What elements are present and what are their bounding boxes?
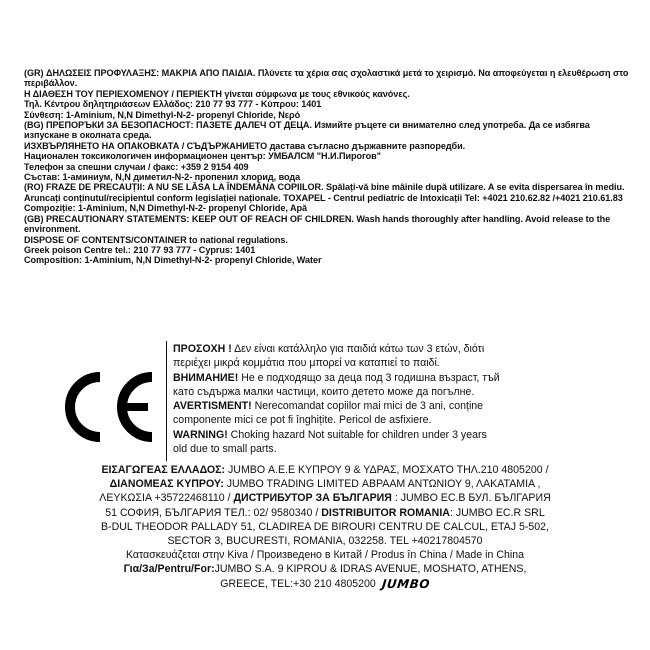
distributor-line: 51 СОФИЯ, БЪЛГАРИЯ ТЕЛ.: 02/ 9580340 / DISTRIBUITOR ROMANIA: JUMBO EC.R SRL bbox=[105, 506, 545, 519]
choking-hazard-warnings bbox=[173, 342, 545, 456]
statement-line: Национален токсикологичен информационен център: УМБАЛСМ "Н.И.Пирогов" bbox=[24, 151, 381, 162]
warning-line: ΠΡΟΣΟΧΗ ! Δεν είναι κατάλληλο για παιδιά κάτω των 3 ετών, διότι bbox=[173, 343, 485, 355]
distributor-line: ΔΙΑΝΟΜΕΑΣ ΚΥΠΡΟΥ: JUMBO TRADING LIMITED ΑΒΡΑΑΜ ΑΝΤΩΝΙΟΥ 9, ΛΑΚΑΤΑΜΙΑ , bbox=[109, 478, 541, 491]
statement-line: (BG) ПРЕПОРЪКИ ЗА БЕЗОПАСНОСТ: ПАЗЕТЕ ДАЛЕЧ ОТ ДЕЦА. Измийте ръцете си внимателно след употреба. Да се избягва изпускане в околната среда. bbox=[24, 120, 590, 141]
statement-line: ИЗХВЪРЛЯНЕТО НА ОПАКОВКАТА / СЪДЪРЖАНИЕТО дастава съгласно държавните разпоредби. bbox=[24, 140, 466, 151]
statement-line: (GB) PRECAUTIONARY STATEMENTS: KEEP OUT OF REACH OF CHILDREN. Wash hands thoroughly after handling. Avoid release to the environment. bbox=[24, 213, 611, 235]
distributor-info bbox=[0, 463, 650, 591]
statement-line: (GR) ΔΗΛΩΣΕΙΣ ΠΡΟΦΥΛΑΞΗΣ: ΜΑΚΡΙΑ ΑΠΟ ΠΑΙΔΙΑ. Πλύνετε τα χέρια σας σχολαστικά μετά το χειρισμό. Να αποφεύγεται η ελευθέρωση στο περιβάλλον. bbox=[24, 68, 629, 89]
statement-line: Η ΔΙΑΘΕΣΗ ΤΟΥ ΠΕΡΙΕΧΟΜΕΝΟΥ / ΠΕΡΙΕΚΤΗ γίνεται σύμφωνα με τους εθνικούς κανόνες. bbox=[24, 88, 410, 99]
warning-divider bbox=[166, 341, 167, 461]
warning-line: AVERTISMENT! Nerecomandat copiilor mai mici de 3 ani, conține bbox=[173, 400, 484, 413]
distributor-line: B-DUL THEODOR PALLADY 51, CLADIREA DE BIROURI CENTRU DE CALCUL, ETAJ 5-502, bbox=[100, 520, 549, 533]
statement-line: Телефон за спешни случаи / факс: +359 2 9154 409 bbox=[24, 161, 249, 172]
warning-line: old due to small parts. bbox=[173, 443, 277, 456]
precautionary-statements bbox=[24, 68, 632, 266]
statement-line: DISPOSE OF CONTENTS/CONTAINER to national regulations. bbox=[24, 234, 288, 245]
statement-line: (RO) FRAZE DE PRECAUȚII: A NU SE LĂSA LA ÎNDEMÂNA COPIILOR. Spălați-vă bine mâinile după utilizare. A se evita dispersarea în mediu. Aruncați conținutul/recipientul conform legislației naționale. TOXAPEL - Centrul pediatric de Intoxicații Tel: +4021 210.62.82 /+4021 210.61.83 bbox=[24, 182, 625, 203]
distributor-line: ΛΕΥΚΩΣΙΑ +35722468110 / ДИСТРИБУТОР ЗА БЪЛГАРИЯ : JUMBO EC.B БУЛ. БЪЛГАРИЯ bbox=[99, 492, 551, 505]
statement-line: Compoziție: 1-Aminium, N,N Dimethyl-N-2- propenyl Chloride, Apă bbox=[24, 203, 307, 214]
warning-line: като съдържа малки частици, които детето може да погълне. bbox=[173, 385, 475, 398]
warning-line: περιέχει μικρά κομμάτια που μπορεί να καταπιεί το παιδί. bbox=[173, 357, 440, 370]
warning-line: componente mici ce pot fi înghițite. Pericol de asfixiere. bbox=[173, 414, 432, 427]
manufacturer-line: Για/За/Pentru/For:JUMBO S.A. 9 KIPROU & IDRAS AVENUE, MOSHATO, ATHENS, bbox=[123, 563, 527, 576]
distributor-line: SECTOR 3, BUCURESTI, ROMANIA, 032258. TEL +40217804570 bbox=[167, 535, 483, 548]
ce-mark-logo bbox=[56, 372, 158, 442]
statement-line: Състав: 1-аминиум, N,N диметил-N-2- пропенил хлорид, вода bbox=[24, 172, 301, 183]
manufacturer-line: GREECE, TEL:+30 210 4805200 JUMBO bbox=[220, 576, 431, 591]
statement-line: Τηλ. Κέντρου δηλητηριάσεων Ελλάδος: 210 77 93 777 - Κύπρου: 1401 bbox=[24, 99, 322, 110]
distributor-line: ΕΙΣΑΓΩΓΕΑΣ ΕΛΛΑΔΟΣ: JUMBO Α.Ε.Ε ΚΥΠΡΟΥ 9 & ΥΔΡΑΣ, ΜΟΣΧΑΤΟ ΤΗΛ.210 4805200 / bbox=[101, 464, 549, 476]
statement-line: Composition: 1-Aminium, N,N Dimethyl-N-2- propenyl Chloride, Water bbox=[24, 255, 322, 266]
statement-line: Greek poison Centre tel.: 210 77 93 777 - Cyprus: 1401 bbox=[24, 244, 256, 255]
warning-line: ВНИМАНИЕ! Не е подходящо за деца под 3 годишна възраст, тъй bbox=[173, 371, 500, 384]
origin-line: Κατασκευάζεται στην Kiva / Произведено в Китай / Produs în China / Made in China bbox=[125, 549, 525, 562]
statement-line: Σύνθεση: 1-Aminium, N,N Dimethyl-N-2- propenyl Chloride, Νερό bbox=[24, 109, 301, 120]
warning-line: WARNING! Choking hazard Not suitable for children under 3 years bbox=[173, 428, 487, 441]
jumbo-logo: JUMBO bbox=[381, 576, 431, 591]
